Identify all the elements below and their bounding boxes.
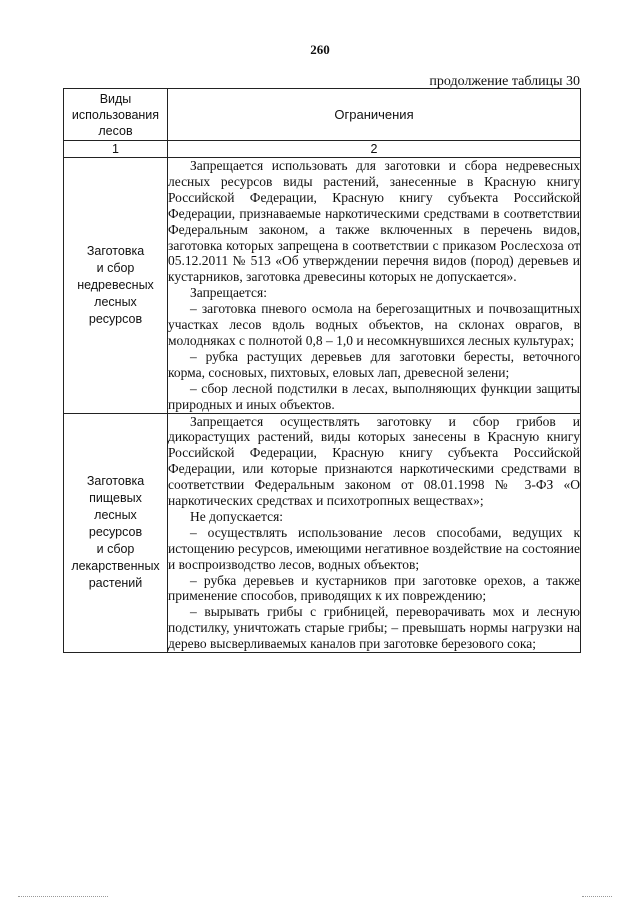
column-number: 1 <box>64 141 168 158</box>
usage-line: Заготовка <box>86 474 145 489</box>
usage-line: пищевых <box>89 491 142 506</box>
restriction-paragraph: – осуществлять использование лесов способами, ведущих к истощению ресурсов, имеющими негативное воздействие на состояние и воспроизводство лесов, водных объектов; <box>168 524 580 572</box>
header-usage-line: лесов <box>98 123 133 138</box>
page-number: 260 <box>310 42 330 57</box>
usage-line: ресурсов <box>88 525 143 540</box>
restriction-paragraph: – вырывать грибы с грибницей, переворачивать мох и лесную подстилку, уничтожать старые грибы; – превышать нормы нагрузки на дерево высверливаемых каналов при заготовке березового сока; <box>168 604 580 652</box>
usage-line: недревесных <box>77 277 154 292</box>
table-row <box>64 413 581 653</box>
restrictions-table <box>63 88 581 653</box>
scan-edge-mark <box>582 896 612 897</box>
column-number-row <box>64 141 581 158</box>
table-header-row <box>64 89 581 141</box>
restrictions-cell <box>168 158 581 414</box>
usage-type-cell <box>64 413 168 653</box>
scan-edge-mark <box>18 896 108 897</box>
restriction-paragraph: – сбор лесной подстилки в лесах, выполняющих функции защиты природных и иных объектов. <box>168 380 580 412</box>
usage-line: ресурсов <box>88 311 143 326</box>
table-row <box>64 158 581 414</box>
restriction-paragraph: – заготовка пневого осмола на берегозащитных и почвозащитных участках лесов вдоль водных объектов, на склонах оврагов, в молодняках с полнотой 0,8 – 1,0 и несомкнувшихся лесных культурах; <box>168 301 580 348</box>
restriction-paragraph: Запрещается: <box>190 285 267 301</box>
header-restrictions: Ограничения <box>168 89 581 141</box>
usage-line: лесных <box>94 508 137 523</box>
usage-line: лекарственных <box>71 559 160 574</box>
usage-type-cell <box>64 158 168 414</box>
usage-line: и сбор <box>96 542 135 557</box>
usage-line: лесных <box>94 294 137 309</box>
header-usage-type <box>64 89 168 141</box>
restriction-paragraph: Не допускается: <box>190 508 284 524</box>
header-usage-line: использования <box>71 107 160 122</box>
header-usage-line: Виды <box>99 91 132 106</box>
restriction-paragraph: Запрещается использовать для заготовки и сбора недревесных лесных ресурсов виды растений, занесенные в Красную книгу Российской Федерации, Красную книгу субъекта Российской Федерации, признаваемые наркотическими средствами в соответствии Федеральным законом, а также включенных в перечень видов, заготовка которых запрещена в соответствии с приказом Рослесхоза от 05.12.2011 № 513 «Об утверждении перечня видов (пород) деревьев и кустарников, заготовка древесины которых не допускается». <box>168 158 580 285</box>
column-number: 2 <box>168 141 581 158</box>
table-continuation-label: продолжение таблицы 30 <box>429 74 580 89</box>
usage-line: и сбор <box>96 260 135 275</box>
usage-line: Заготовка <box>86 243 145 258</box>
usage-line: растений <box>88 576 143 591</box>
restriction-paragraph: Запрещается осуществлять заготовку и сбор грибов и дикорастущих растений, виды которых занесены в Красную книгу Российской Федерации, Красную книгу субъекта Российской Федерации, или которые признаются наркотическими средствами в соответствии Федеральным законом от 08.01.1998 № 3-ФЗ «О наркотических средствах и психотропных веществах»; <box>168 413 580 509</box>
restrictions-cell <box>168 413 581 653</box>
restriction-paragraph: – рубка растущих деревьев для заготовки бересты, веточного корма, сосновых, пихтовых, еловых лап, древесной зелени; <box>168 348 580 380</box>
restriction-paragraph: – рубка деревьев и кустарников при заготовке орехов, а также применение способов, приводящих к их повреждению; <box>168 572 580 604</box>
